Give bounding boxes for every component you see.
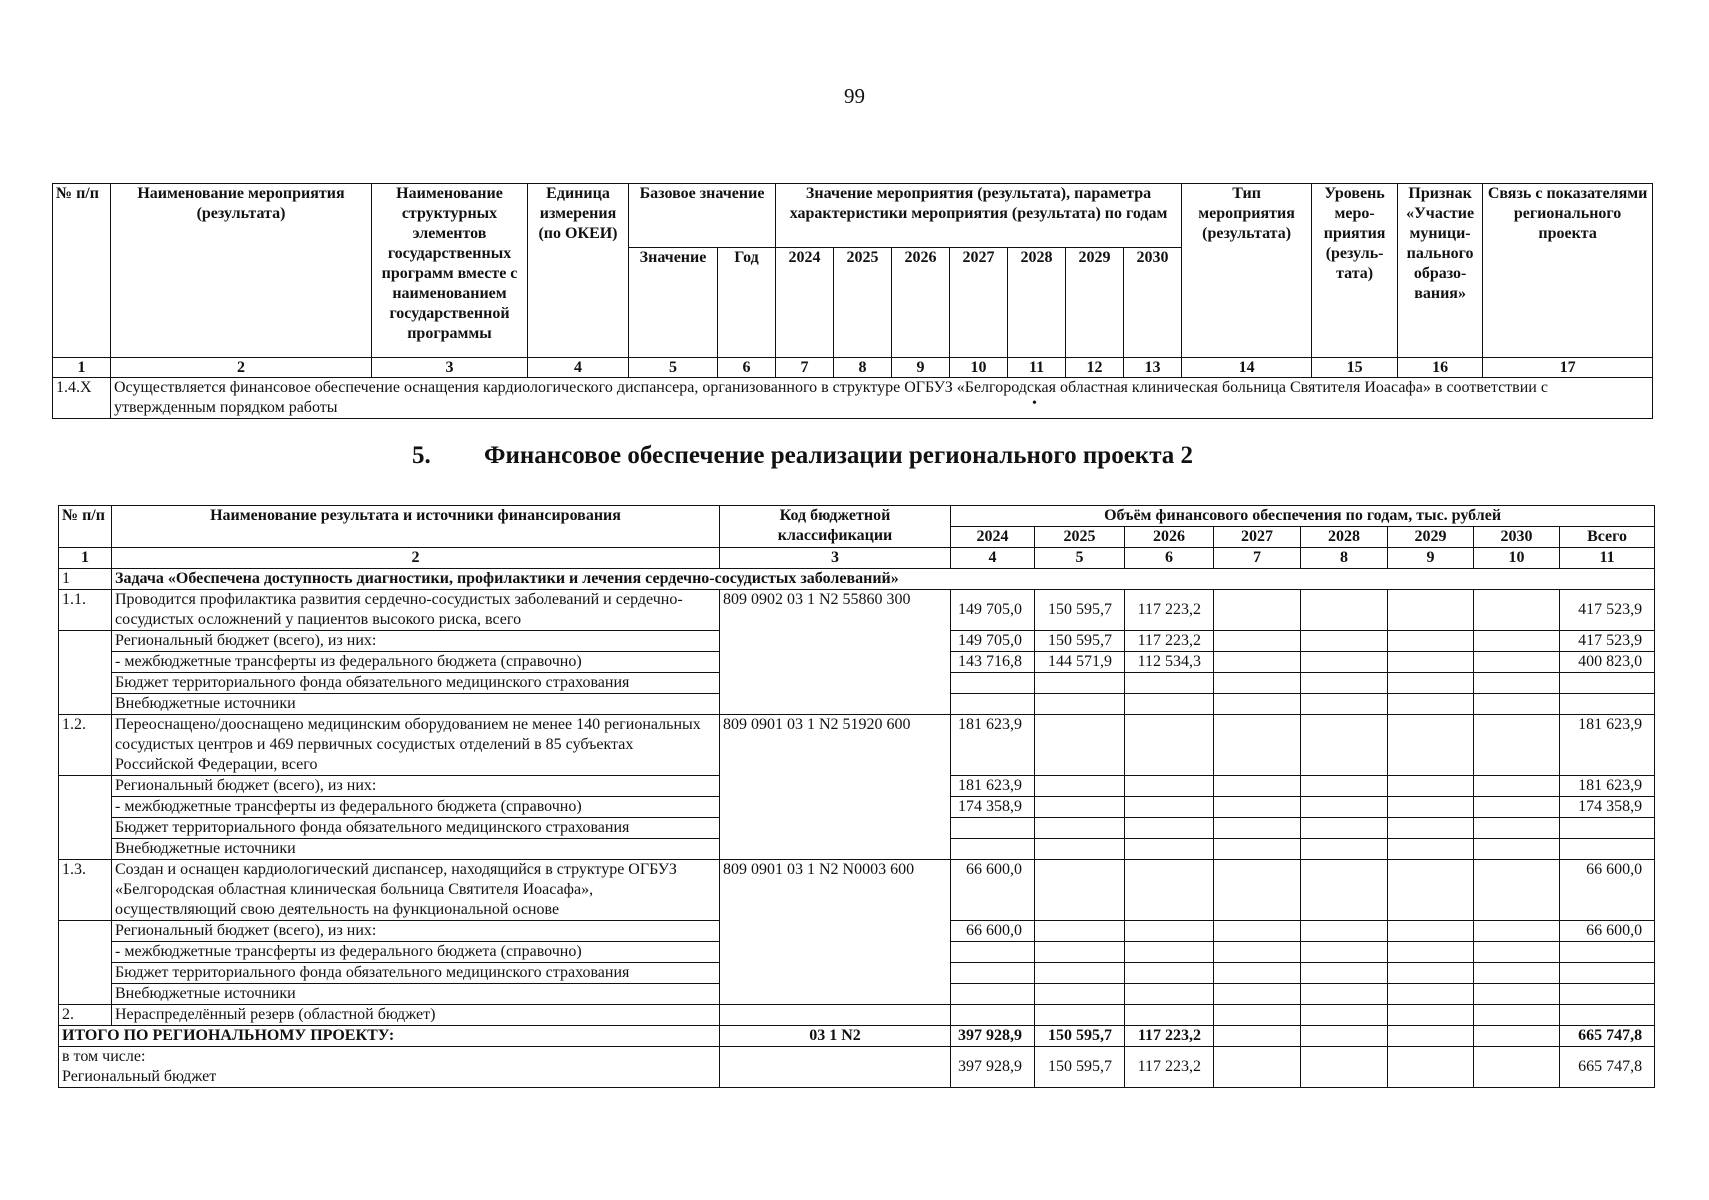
source-value [951, 818, 1035, 839]
source-value [1125, 818, 1214, 839]
result-value [1125, 860, 1214, 921]
result-value [1301, 715, 1388, 776]
header-year: 2030 [1124, 248, 1182, 358]
source-total: 400 823,0 [1560, 652, 1655, 673]
source-value [1214, 921, 1301, 942]
column-number: 14 [1182, 358, 1312, 378]
source-value [1388, 797, 1474, 818]
column-number: 10 [950, 358, 1008, 378]
source-value [1301, 921, 1388, 942]
including-value [1388, 1047, 1474, 1088]
source-value [1474, 921, 1560, 942]
result-groups [59, 590, 1655, 1005]
result-total: 417 523,9 [1560, 590, 1655, 631]
source-value [1214, 673, 1301, 694]
including-value: 150 595,7 [1035, 1047, 1125, 1088]
source-value [1301, 839, 1388, 860]
header-year: 2027 [950, 248, 1008, 358]
source-value [1301, 963, 1388, 984]
source-value [1214, 631, 1301, 652]
task-text: Задача «Обеспечена доступность диагностики, профилактики и лечения сердечно-сосудистых заболеваний» [112, 569, 1655, 590]
source-value [1035, 963, 1125, 984]
source-value [1388, 963, 1474, 984]
source-number-empty [59, 776, 112, 860]
page-number: 99 [844, 84, 865, 108]
dot-mark: • [1032, 396, 1037, 411]
column-number: 7 [1214, 548, 1301, 569]
table-row [53, 378, 1653, 419]
source-value [1388, 984, 1474, 1005]
header-year: 2026 [892, 248, 950, 358]
column-number: 9 [892, 358, 950, 378]
total-value: 117 223,2 [1125, 1026, 1214, 1047]
source-value [1301, 673, 1388, 694]
header-year: 2027 [1214, 527, 1301, 548]
including-label-line2: Региональный бюджет [62, 1068, 217, 1085]
header-year: 2024 [776, 248, 834, 358]
source-value [1388, 694, 1474, 715]
column-number: 11 [1008, 358, 1066, 378]
result-value [1035, 715, 1125, 776]
header-level: Уровень меро-приятия (резуль-тата) [1312, 184, 1398, 358]
result-value: 117 223,2 [1125, 590, 1214, 631]
source-value [1388, 673, 1474, 694]
result-value [1474, 715, 1560, 776]
result-budget-code: 809 0901 03 1 N2 N0003 600 [720, 860, 951, 1005]
column-number: 17 [1483, 358, 1653, 378]
source-value [1035, 839, 1125, 860]
source-name: Бюджет территориального фонда обязательного медицинского страхования [112, 673, 720, 694]
row-number: 1.4.X [53, 378, 111, 419]
header-base-value: Базовое значение [629, 184, 776, 248]
header-values-by-years: Значение мероприятия (результата), параметра характеристики мероприятия (результата) по годам [776, 184, 1182, 248]
including-value: 397 928,9 [951, 1047, 1035, 1088]
result-value [1214, 590, 1301, 631]
result-name: Создан и оснащен кардиологический диспансер, находящийся в структуре ОГБУЗ «Белгородская областная клиническая больница Святителя Иоасафа», осуществляющий свою деятельность на функциональной основе [112, 860, 720, 921]
column-number: 8 [1301, 548, 1388, 569]
source-value [1214, 652, 1301, 673]
header-year: 2026 [1125, 527, 1214, 548]
column-number: 12 [1066, 358, 1124, 378]
source-value [1125, 984, 1214, 1005]
source-value [1301, 942, 1388, 963]
source-value [1214, 818, 1301, 839]
result-budget-code: 809 0902 03 1 N2 55860 300 [720, 590, 951, 715]
source-value [1301, 694, 1388, 715]
header-base-year: Год [718, 248, 776, 358]
source-value [951, 963, 1035, 984]
source-value [1474, 963, 1560, 984]
result-value [1301, 590, 1388, 631]
source-total [1560, 942, 1655, 963]
result-total: 181 623,9 [1560, 715, 1655, 776]
column-number: 1 [59, 548, 112, 569]
including-label-line1: в том числе: [62, 1048, 146, 1065]
column-number-row [53, 358, 1653, 378]
column-number: 13 [1124, 358, 1182, 378]
source-value [1474, 942, 1560, 963]
source-value [1474, 984, 1560, 1005]
source-name: Бюджет территориального фонда обязательного медицинского страхования [112, 963, 720, 984]
source-value [951, 942, 1035, 963]
source-name: - межбюджетные трансферты из федерального бюджета (справочно) [112, 797, 720, 818]
source-value [1474, 797, 1560, 818]
total-value [1301, 1026, 1388, 1047]
result-value [1388, 860, 1474, 921]
source-value [1301, 984, 1388, 1005]
source-value [1035, 694, 1125, 715]
source-value [1214, 797, 1301, 818]
header-link: Связь с показателями регионального проекта [1483, 184, 1653, 358]
including-row [59, 1047, 1655, 1088]
source-value [1388, 652, 1474, 673]
source-value [1035, 818, 1125, 839]
source-value [1125, 694, 1214, 715]
column-number: 16 [1398, 358, 1483, 378]
column-number: 6 [1125, 548, 1214, 569]
result-number: 1.3. [59, 860, 112, 921]
total-value [1214, 1026, 1301, 1047]
column-number: 3 [720, 548, 951, 569]
source-value [1214, 963, 1301, 984]
source-value: 149 705,0 [951, 631, 1035, 652]
column-number: 2 [111, 358, 372, 378]
source-value [1214, 984, 1301, 1005]
source-name: Внебюджетные источники [112, 984, 720, 1005]
source-value: 112 534,3 [1125, 652, 1214, 673]
source-value [951, 839, 1035, 860]
source-value: 117 223,2 [1125, 631, 1214, 652]
header-unit: Единица измерения (по ОКЕИ) [528, 184, 629, 358]
section-title: Финансовое обеспечение реализации регионального проекта 2 [484, 442, 1194, 469]
source-value [1301, 631, 1388, 652]
source-number-empty [59, 631, 112, 715]
source-name: - межбюджетные трансферты из федерального бюджета (справочно) [112, 942, 720, 963]
source-name: Региональный бюджет (всего), из них: [112, 631, 720, 652]
source-total [1560, 673, 1655, 694]
header-year: 2029 [1388, 527, 1474, 548]
column-number: 9 [1388, 548, 1474, 569]
source-value [1388, 921, 1474, 942]
column-number: 6 [718, 358, 776, 378]
column-number: 15 [1312, 358, 1398, 378]
row-text: Осуществляется финансовое обеспечение оснащения кардиологического диспансера, организованного в структуре ОГБУЗ «Белгородская областная клиническая больница Святителя Иоасафа» в соответствии с утвержденным порядком работы [111, 378, 1653, 419]
column-number: 4 [528, 358, 629, 378]
source-value [1301, 652, 1388, 673]
result-number: 1.2. [59, 715, 112, 776]
total-label: ИТОГО ПО РЕГИОНАЛЬНОМУ ПРОЕКТУ: [59, 1026, 720, 1047]
source-name: Бюджет территориального фонда обязательного медицинского страхования [112, 818, 720, 839]
result-value: 149 705,0 [951, 590, 1035, 631]
source-value [951, 694, 1035, 715]
source-total: 417 523,9 [1560, 631, 1655, 652]
result-value [1125, 715, 1214, 776]
section-number: 5. [412, 442, 431, 469]
task-row [59, 569, 1655, 590]
source-value [1125, 776, 1214, 797]
financing-table [58, 505, 1655, 1088]
source-value: 174 358,9 [951, 797, 1035, 818]
source-value [1301, 776, 1388, 797]
total-code: 03 1 N2 [720, 1026, 951, 1047]
source-value [951, 673, 1035, 694]
header-no: № п/п [59, 506, 112, 548]
source-value [1125, 963, 1214, 984]
source-value [1388, 776, 1474, 797]
source-value [1474, 673, 1560, 694]
header-year: 2029 [1066, 248, 1124, 358]
source-value [1125, 839, 1214, 860]
source-value [1214, 942, 1301, 963]
source-value [1035, 942, 1125, 963]
source-value [1388, 631, 1474, 652]
section-heading [412, 442, 1193, 470]
header-year: 2030 [1474, 527, 1560, 548]
source-value: 66 600,0 [951, 921, 1035, 942]
result-name: Проводится профилактика развития сердечно-сосудистых заболеваний и сердечно-сосудистых осложнений у пациентов высокого риска, всего [112, 590, 720, 631]
task-number: 1 [59, 569, 112, 590]
source-total [1560, 984, 1655, 1005]
result-row [59, 860, 1655, 921]
source-value [1035, 776, 1125, 797]
result-row [59, 715, 1655, 776]
result-value [1035, 860, 1125, 921]
source-value [1035, 673, 1125, 694]
result-number: 1.1. [59, 590, 112, 631]
source-total [1560, 694, 1655, 715]
including-code [720, 1047, 951, 1088]
result-value [1301, 860, 1388, 921]
including-label [59, 1047, 720, 1088]
result-value: 181 623,9 [951, 715, 1035, 776]
header-structural-elements: Наименование структурных элементов государственных программ вместе с наименованием государственной программы [372, 184, 528, 358]
source-value [1474, 839, 1560, 860]
header-year: 2025 [1035, 527, 1125, 548]
column-number: 3 [372, 358, 528, 378]
column-number: 11 [1560, 548, 1655, 569]
source-value [1035, 921, 1125, 942]
source-name: Региональный бюджет (всего), из них: [112, 776, 720, 797]
result-name: Переоснащено/дооснащено медицинским оборудованием не менее 140 региональных сосудистых центров и 469 первичных сосудистых отделений в 85 субъектах Российской Федерации, всего [112, 715, 720, 776]
source-value [1214, 776, 1301, 797]
header-base-val: Значение [629, 248, 718, 358]
reserve-code [720, 1005, 951, 1026]
source-value: 144 571,9 [1035, 652, 1125, 673]
source-value [1214, 694, 1301, 715]
source-total [1560, 963, 1655, 984]
result-value [1388, 590, 1474, 631]
source-value [1301, 818, 1388, 839]
column-number: 8 [834, 358, 892, 378]
source-value [1035, 797, 1125, 818]
source-value [1388, 942, 1474, 963]
result-value: 150 595,7 [1035, 590, 1125, 631]
source-value [1388, 818, 1474, 839]
result-value [1474, 860, 1560, 921]
column-number: 7 [776, 358, 834, 378]
source-value [1035, 984, 1125, 1005]
source-value: 150 595,7 [1035, 631, 1125, 652]
source-value [1474, 694, 1560, 715]
source-name: Внебюджетные источники [112, 839, 720, 860]
header-year: 2028 [1301, 527, 1388, 548]
total-sum: 665 747,8 [1560, 1026, 1655, 1047]
source-value [1125, 797, 1214, 818]
including-value: 117 223,2 [1125, 1047, 1214, 1088]
header-year: 2028 [1008, 248, 1066, 358]
source-value [1125, 942, 1214, 963]
result-value [1388, 715, 1474, 776]
result-budget-code: 809 0901 03 1 N2 51920 600 [720, 715, 951, 860]
source-value [1474, 818, 1560, 839]
result-value [1474, 590, 1560, 631]
source-name: Региональный бюджет (всего), из них: [112, 921, 720, 942]
source-total [1560, 818, 1655, 839]
source-value [1388, 839, 1474, 860]
column-number: 10 [1474, 548, 1560, 569]
source-value: 143 716,8 [951, 652, 1035, 673]
total-value [1388, 1026, 1474, 1047]
source-total [1560, 839, 1655, 860]
column-number: 4 [951, 548, 1035, 569]
reserve-name: Нераспределённый резерв (областной бюджет) [112, 1005, 720, 1026]
result-value [1214, 715, 1301, 776]
source-value [1125, 921, 1214, 942]
header-activity-name: Наименование мероприятия (результата) [111, 184, 372, 358]
result-row [59, 590, 1655, 631]
header-type: Тип мероприятия (результата) [1182, 184, 1312, 358]
total-row [59, 1026, 1655, 1047]
source-number-empty [59, 921, 112, 1005]
source-value [1214, 839, 1301, 860]
source-value [1474, 652, 1560, 673]
activities-table [52, 183, 1653, 419]
source-value [1125, 673, 1214, 694]
header-volume: Объём финансового обеспечения по годам, тыс. рублей [951, 506, 1655, 527]
including-value [1214, 1047, 1301, 1088]
header-municipal: Признак «Участие муници-пального образо-вания» [1398, 184, 1483, 358]
source-value [1474, 776, 1560, 797]
source-total: 174 358,9 [1560, 797, 1655, 818]
column-number: 2 [112, 548, 720, 569]
source-name: Внебюджетные источники [112, 694, 720, 715]
including-value [1301, 1047, 1388, 1088]
column-number: 5 [1035, 548, 1125, 569]
including-value [1474, 1047, 1560, 1088]
result-value: 66 600,0 [951, 860, 1035, 921]
header-year: 2024 [951, 527, 1035, 548]
result-value [1214, 860, 1301, 921]
source-value [1301, 797, 1388, 818]
reserve-number: 2. [59, 1005, 112, 1026]
header-total: Всего [1560, 527, 1655, 548]
total-value [1474, 1026, 1560, 1047]
total-value: 150 595,7 [1035, 1026, 1125, 1047]
source-total: 66 600,0 [1560, 921, 1655, 942]
source-value [1474, 631, 1560, 652]
result-total: 66 600,0 [1560, 860, 1655, 921]
header-result-name: Наименование результата и источники финансирования [112, 506, 720, 548]
source-value: 181 623,9 [951, 776, 1035, 797]
header-no: № п/п [53, 184, 111, 358]
header-year: 2025 [834, 248, 892, 358]
source-name: - межбюджетные трансферты из федерального бюджета (справочно) [112, 652, 720, 673]
total-value: 397 928,9 [951, 1026, 1035, 1047]
header-budget-code: Код бюджетной классификации [720, 506, 951, 548]
including-sum: 665 747,8 [1560, 1047, 1655, 1088]
source-value [951, 984, 1035, 1005]
source-total: 181 623,9 [1560, 776, 1655, 797]
column-number-row [59, 548, 1655, 569]
column-number: 1 [53, 358, 111, 378]
reserve-row [59, 1005, 1655, 1026]
column-number: 5 [629, 358, 718, 378]
